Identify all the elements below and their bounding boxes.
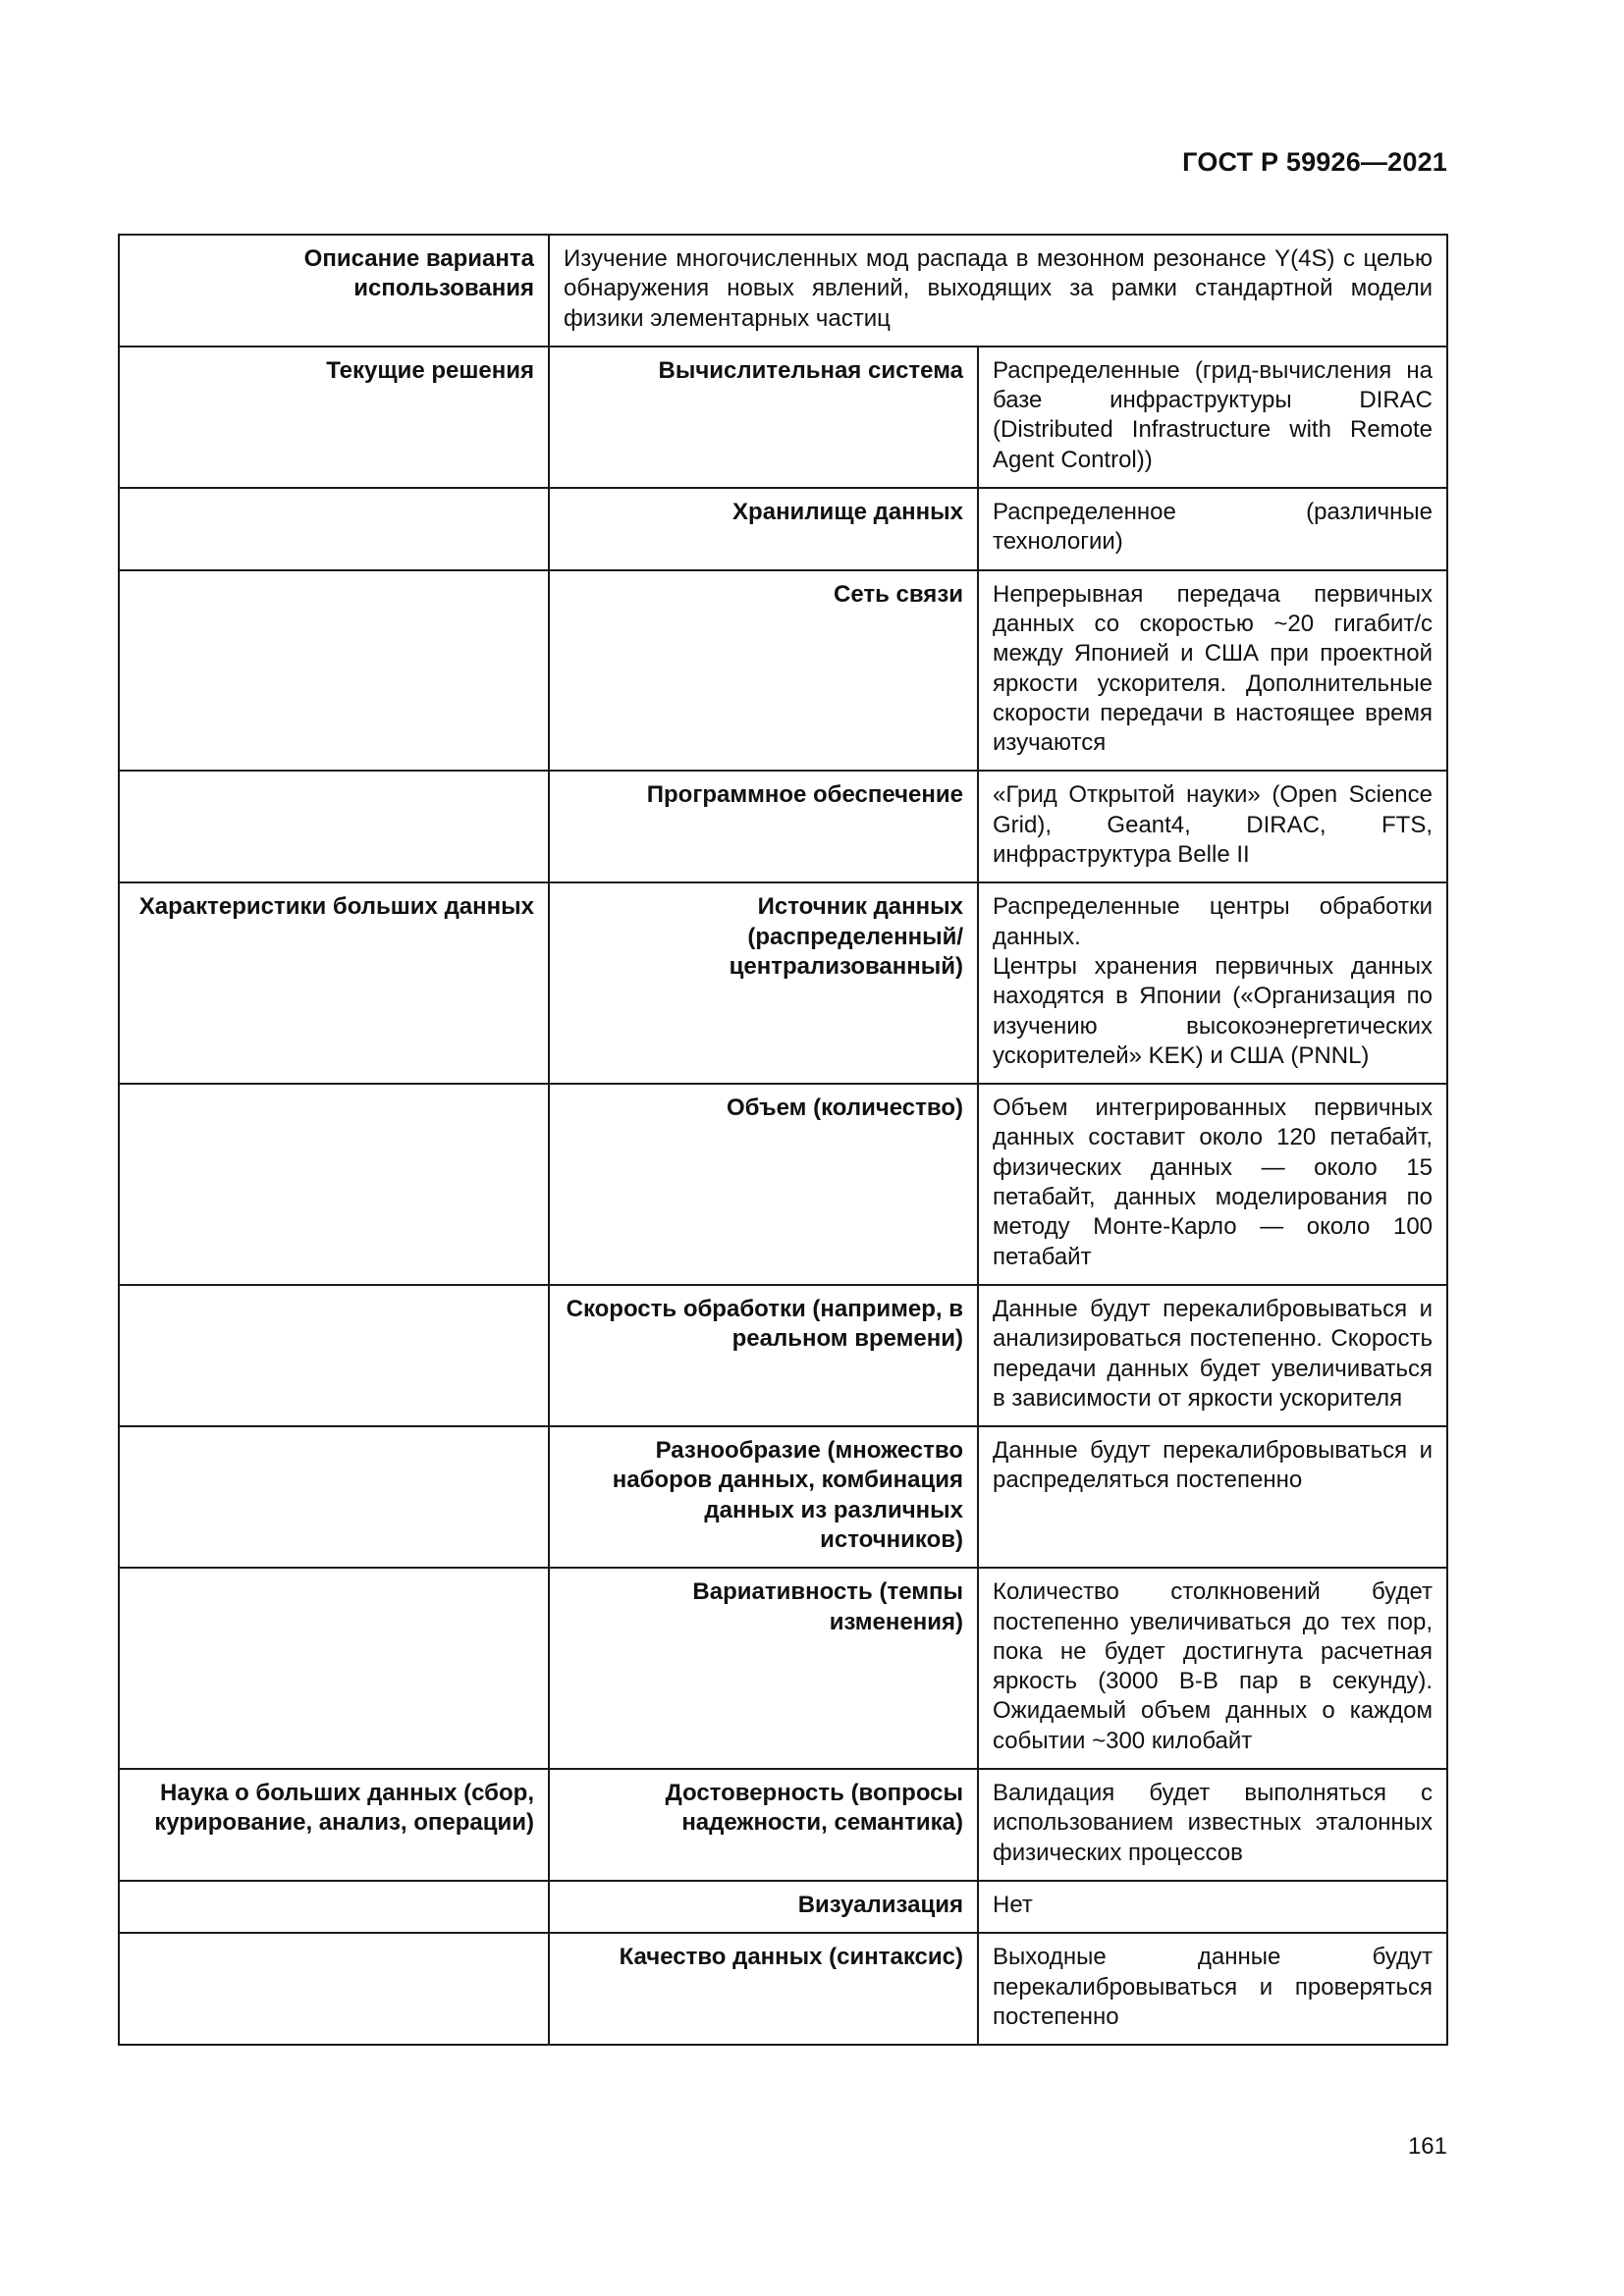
table-row [119, 1881, 1447, 1933]
page-number: 161 [1407, 2133, 1447, 2160]
row-label: Вариативность (темпы изменения) [549, 1568, 978, 1769]
row-value: Количество столкновений будет постепенно увеличиваться до тех пор, пока не будет достигнута расчетная яркость (3000 B-B пар в секунду). Ожидаемый объем данных о каждом событии ~300 килобайт [978, 1568, 1447, 1769]
row-label: Достоверность (вопросы надежности, семантика) [549, 1769, 978, 1881]
table-row [119, 1426, 1447, 1568]
category-continuation [119, 1881, 549, 1933]
table-row [119, 1769, 1447, 1881]
table-row [119, 1568, 1447, 1769]
row-value: Данные будут перекалибровываться и анализироваться постепенно. Скорость передачи данных будет увеличиваться в зависимости от яркости ускорителя [978, 1285, 1447, 1426]
row-label: Объем (количество) [549, 1084, 978, 1285]
row-value: Данные будут перекалибровываться и распределяться постепенно [978, 1426, 1447, 1568]
row-value-line: Центры хранения первичных данных находятся в Японии («Организация по изучению высокоэнергетических ускорителей» KEK) и США (PNNL) [993, 952, 1434, 1069]
row-value-line: Распределенные центры обработки данных. [993, 893, 1434, 950]
row-label: Вычислительная система [549, 347, 978, 488]
row-value: Валидация будет выполняться с использованием известных эталонных физических процессов [978, 1769, 1447, 1881]
row-value: Объем интегрированных первичных данных составит около 120 петабайт, физических данных — около 15 петабайт, данных моделирования по методу Монте-Карло — около 100 петабайт [978, 1084, 1447, 1285]
use-case-description-value: Изучение многочисленных мод распада в мезонном резонансе Υ(4S) с целью обнаружения новых явлений, выходящих за рамки стандартной модели физики элементарных частиц [549, 235, 1447, 347]
document-header: ГОСТ Р 59926—2021 [1182, 147, 1447, 177]
category-current-solutions: Текущие решения [119, 347, 549, 488]
row-value: Нет [978, 1881, 1447, 1933]
table-row [119, 1084, 1447, 1285]
category-continuation [119, 1426, 549, 1568]
category-continuation [119, 1568, 549, 1769]
row-label: Хранилище данных [549, 488, 978, 570]
category-big-data-characteristics: Характеристики больших данных [119, 882, 549, 1084]
use-case-table [118, 234, 1448, 2046]
category-continuation [119, 1084, 549, 1285]
table-row [119, 1285, 1447, 1426]
row-value: Непрерывная передача первичных данных со скоростью ~20 гигабит/с между Японией и США при проектной яркости ускорителя. Дополнительные скорости передачи в настоящее время изучаются [978, 570, 1447, 772]
row-label: Качество данных (синтаксис) [549, 1933, 978, 2045]
table-row [119, 771, 1447, 882]
row-value [978, 882, 1447, 1084]
row-value: Распределенное (различные технологии) [978, 488, 1447, 570]
row-label: Разнообразие (множество наборов данных, комбинация данных из различных источников) [549, 1426, 978, 1568]
row-label: Программное обеспечение [549, 771, 978, 882]
table-row [119, 347, 1447, 488]
table-row [119, 882, 1447, 1084]
category-continuation [119, 570, 549, 772]
table-row [119, 570, 1447, 772]
row-label: Источник данных (распределенный/централизованный) [549, 882, 978, 1084]
row-value: Выходные данные будут перекалибровываться и проверяться постепенно [978, 1933, 1447, 2045]
table-row [119, 235, 1447, 347]
row-value: Распределенные (грид-вычисления на базе инфраструктуры DIRAC (Distributed Infrastructure with Remote Agent Control)) [978, 347, 1447, 488]
row-value: «Грид Открытой науки» (Open Science Grid), Geant4, DIRAC, FTS, инфраструктура Belle II [978, 771, 1447, 882]
table-row [119, 1933, 1447, 2045]
row-label: Визуализация [549, 1881, 978, 1933]
row-label: Сеть связи [549, 570, 978, 772]
table-row [119, 488, 1447, 570]
category-big-data-science: Наука о больших данных (сбор, курирование, анализ, операции) [119, 1769, 549, 1881]
category-continuation [119, 488, 549, 570]
category-continuation [119, 771, 549, 882]
category-continuation [119, 1285, 549, 1426]
category-continuation [119, 1933, 549, 2045]
row-label: Скорость обработки (например, в реальном времени) [549, 1285, 978, 1426]
use-case-description-label: Описание варианта использования [119, 235, 549, 347]
